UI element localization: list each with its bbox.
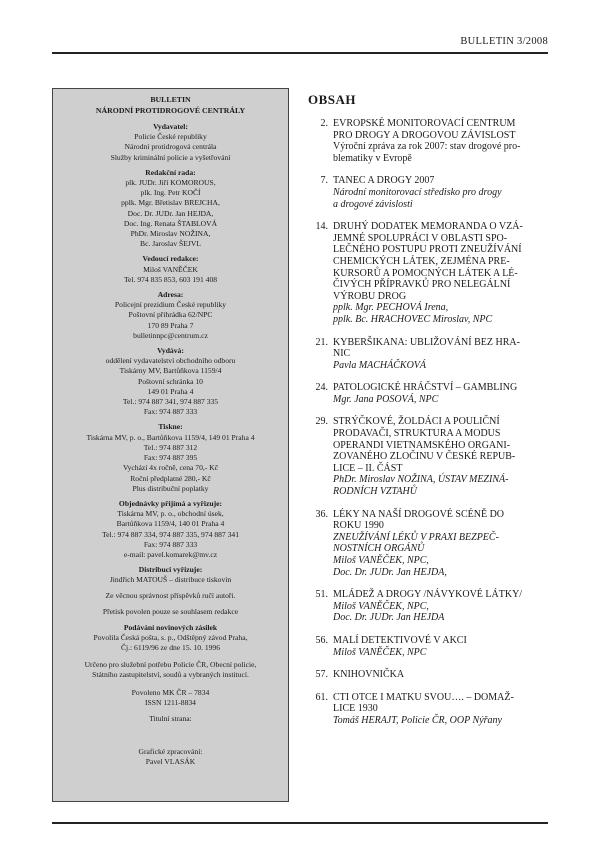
- toc-entry-body: [333, 669, 552, 681]
- toc-entry-author-line: NOSTNÍCH ORGÁNŮ: [333, 543, 425, 555]
- imprint-section-head: Vydavatel:: [153, 122, 188, 131]
- imprint-line: Národní protidrogová centrála: [124, 142, 217, 152]
- imprint-section: [53, 122, 288, 163]
- imprint-line: PhDr. Miroslav NOŽINA,: [130, 229, 211, 239]
- imprint-line: ISSN 1211-8834: [145, 698, 196, 708]
- toc-page-number: 21.: [315, 336, 328, 348]
- toc-entry-author-line: ZNEUŽÍVÁNÍ LÉKŮ V PRAXI BEZPEČ-: [333, 531, 499, 543]
- imprint-line: Fax: 974 887 333: [143, 407, 198, 417]
- imprint-line: Státního zastupitelství, soudů a vybraných institucí.: [92, 669, 249, 679]
- imprint-line: Policie České republiky: [134, 132, 207, 142]
- imprint-line: Poštovní přihrádka 62/NPC: [128, 310, 213, 320]
- imprint-line: oddělení vydavatelství obchodního odboru: [105, 356, 236, 366]
- toc-entry-title-line: MALÍ DETEKTIVOVÉ V AKCI: [333, 634, 467, 646]
- toc-entry-subtitle-line: blematiky v Evropě: [333, 152, 412, 164]
- toc-page-number: 36.: [315, 508, 328, 520]
- top-rule: [52, 52, 548, 54]
- imprint-title-line: NÁRODNÍ PROTIDROGOVÉ CENTRÁLY: [95, 105, 246, 115]
- toc-entry-body: [333, 635, 552, 658]
- toc-entry: [306, 382, 552, 405]
- toc-title: OBSAH: [308, 92, 357, 107]
- toc-entry-title-line: ROKU 1990: [333, 520, 384, 532]
- toc-entry: [306, 589, 552, 624]
- toc-entry-title-line: CTI OTCE I MATKU SVOU…. – DOMAŽ-: [333, 691, 514, 703]
- toc-entry-title-line: DRUHÝ DODATEK MEMORANDA O VZÁ-: [333, 221, 523, 233]
- imprint-title-line: BULLETIN: [150, 95, 191, 104]
- imprint-box: [52, 88, 289, 802]
- imprint-title: [53, 95, 288, 116]
- toc-entry-body: [333, 175, 552, 210]
- imprint-line: Pavel VLASÁK: [145, 756, 196, 766]
- imprint-cover: Titulní strana:: [149, 714, 192, 724]
- imprint-section-head: Vedoucí redakce:: [142, 254, 199, 264]
- imprint-line: e-mail: pavel.komarek@mv.cz: [123, 549, 218, 559]
- imprint-line: pplk. Mgr. Břetislav BREJCHA,: [121, 198, 220, 208]
- toc-entry-title-line: CHEMICKÝCH LÁTEK, ZEJMÉNA PRE-: [333, 255, 510, 267]
- toc-entry-author-line: Doc. Dr. JUDr. Jan HEJDA: [333, 612, 445, 624]
- toc-entry-body: [333, 337, 552, 372]
- toc-entry-title-line: TANEC A DROGY 2007: [333, 175, 435, 187]
- toc-entry-body: [333, 118, 552, 164]
- imprint-line: Určeno pro služební potřebu Policie ČR, Obecní policie,: [84, 659, 257, 669]
- imprint-section-head: Tiskne:: [158, 422, 183, 432]
- toc-entry-author-line: PhDr. Miroslav NOŽINA, ÚSTAV MEZINÁ-: [333, 474, 509, 486]
- toc-entry-subtitle-line: Výroční zpráva za rok 2007: stav drogové pro-: [333, 141, 521, 153]
- toc-entry: [306, 118, 552, 164]
- imprint-section-head: Vydává:: [157, 346, 184, 356]
- imprint-mail-head: Podávání novinových zásilek: [123, 622, 218, 632]
- toc-entry-title-line: PRODAVAČI, STRUKTURA A MODUS: [333, 428, 501, 440]
- imprint-line: Fax: 974 887 395: [143, 453, 198, 463]
- imprint-line: Tiskárna MV, p. o., Bartůňkova 1159/4, 149 01 Praha 4: [86, 432, 255, 442]
- toc-entry-title-line: LÉKY NA NAŠÍ DROGOVÉ SCÉNĚ DO: [333, 508, 505, 520]
- toc-entry-author-line: Miloš VANĚČEK, NPC,: [333, 600, 429, 612]
- toc-page-number: 24.: [315, 382, 328, 394]
- toc-entry-author-line: pplk. Bc. HRACHOVEC Miroslav, NPC: [333, 313, 493, 325]
- toc-entry: [306, 635, 552, 658]
- imprint-line: Tel. 974 835 853, 603 191 408: [123, 274, 218, 284]
- imprint-line: 170 89 Praha 7: [147, 320, 194, 330]
- imprint-section: [53, 346, 288, 417]
- imprint-section: [53, 254, 288, 285]
- imprint-line: Bartůňkova 1159/4, 140 01 Praha 4: [116, 519, 225, 529]
- imprint-line: Grafické zpracování:: [138, 746, 203, 756]
- imprint-line: Jindřich MATOUŠ – distribuce tiskovin: [109, 575, 232, 585]
- toc-entry-title-line: MLÁDEŽ A DROGY /NÁVYKOVÉ LÁTKY/: [333, 589, 523, 601]
- bottom-rule: [52, 822, 548, 824]
- toc-entry-body: [333, 221, 552, 325]
- toc-entry: [306, 221, 552, 325]
- toc-entry-author-line: Tomáš HERAJT, Policie ČR, OOP Nýřany: [333, 714, 502, 726]
- imprint-line: Plus distribuční poplatky: [132, 483, 209, 493]
- imprint-line: Vychází 4x ročně, cena 70,- Kč: [122, 463, 219, 473]
- header-label: BULLETIN 3/2008: [460, 36, 548, 47]
- imprint-note: Ze věcnou správnost příspěvků ručí autoři.: [105, 590, 236, 600]
- toc-entry-title-line: LICE 1930: [333, 703, 378, 715]
- toc-entry-title-line: EVROPSKÉ MONITOROVACÍ CENTRUM: [333, 118, 516, 129]
- toc-entry-author-line: a drogové závislosti: [333, 198, 413, 210]
- toc-entry-title-line: ZOVANÉHO ZLOČINU V ČESKÉ REPUB-: [333, 451, 516, 463]
- imprint-purpose: [53, 660, 288, 680]
- imprint-section: [53, 499, 288, 560]
- toc-entry-body: [333, 509, 552, 579]
- imprint-line: Doc. Dr. JUDr. Jan HEJDA,: [127, 208, 214, 218]
- toc-entry-title-line: KNIHOVNIČKA: [333, 669, 405, 681]
- imprint-line: Fax: 974 887 333: [143, 539, 198, 549]
- toc-entry-author-line: Mgr. Jana POSOVÁ, NPC: [333, 393, 439, 405]
- toc-entry-author-line: Miloš VANĚČEK, NPC,: [333, 555, 429, 566]
- toc-entry: [306, 337, 552, 372]
- toc-entry-author-line: Miloš VANĚČEK, NPC: [333, 646, 427, 658]
- imprint-section-head: Distribuci vyřizuje:: [138, 565, 203, 575]
- imprint-line: Tiskárny MV, Bartůňkova 1159/4: [119, 366, 222, 376]
- toc-entry-body: [333, 589, 552, 624]
- toc-entry-title-line: STRÝČKOVÉ, ŽOLDÁCI A POULIČNÍ: [333, 416, 500, 428]
- imprint-section-head: Objednávky přijímá a vyřizuje:: [118, 498, 223, 508]
- toc-entry-body: [333, 382, 552, 405]
- imprint-line: Tiskárna MV, p. o., obchodní úsek,: [117, 509, 224, 519]
- imprint-mail: [53, 623, 288, 654]
- imprint-section-head: Redakční rada:: [145, 167, 196, 177]
- imprint-line: Služby kriminální policie a vyšetřování: [110, 152, 231, 162]
- toc-entry-title-line: ČIVÝCH PŘÍPRAVKŮ PRO NELEGÁLNÍ: [333, 279, 511, 291]
- toc-entry-author-line: pplk. Mgr. PECHOVÁ Irena,: [333, 302, 449, 314]
- imprint-line: Povoleno MK ČR – 7834: [131, 687, 210, 697]
- toc-entry-title-line: LEČNÉHO POSTUPU PROTI ZNEUŽÍVÁNÍ: [333, 244, 522, 256]
- toc-entry: [306, 669, 552, 681]
- imprint-line: plk. JUDr. Jiří KOMOROUS,: [125, 178, 216, 188]
- toc-entry-title-line: PATOLOGICKÉ HRÁČSTVÍ – GAMBLING: [333, 382, 518, 394]
- toc-page-number: 61.: [315, 691, 328, 703]
- toc-entry-body: [333, 416, 552, 497]
- imprint-section: [53, 422, 288, 493]
- imprint-note: Přetisk povolen pouze se souhlasem redakce: [102, 606, 239, 616]
- imprint-line: Poštovní schránka 10: [138, 376, 203, 386]
- toc-page-number: 2.: [320, 118, 328, 129]
- toc-entry-author-line: Národní monitorovací středisko pro drogy: [333, 186, 502, 198]
- imprint-line: Doc. Ing. Renata ŠTABLOVÁ: [123, 218, 218, 228]
- toc-entry: [306, 692, 552, 727]
- toc-page-number: 57.: [315, 669, 328, 681]
- toc-entry-title-line: NIC: [333, 348, 351, 360]
- imprint-section: [53, 290, 288, 341]
- toc-page-number: 56.: [315, 634, 328, 646]
- imprint-line: Policejní prezidium České republiky: [114, 300, 227, 310]
- toc-entry-author-line: Doc. Dr. JUDr. Jan HEJDA,: [333, 566, 447, 578]
- toc-entry-title-line: JEMNÉ SPOLUPRÁCI V OBLASTI SPO-: [333, 232, 508, 244]
- imprint-line: Tel.: 974 887 312: [143, 442, 198, 452]
- imprint-line: Tel.: 974 887 334, 974 887 335, 974 887 341: [102, 529, 239, 539]
- toc-entry-title-line: KYBERŠIKANA: UBLIŽOVÁNÍ BEZ HRA-: [333, 336, 520, 348]
- imprint-line: Povolila Česká pošta, s. p., Odštěpný závod Praha,: [93, 633, 248, 643]
- imprint-line: plk. Ing. Petr KOČÍ: [140, 188, 201, 198]
- imprint-line: Miloš VANĚČEK: [143, 264, 198, 274]
- toc-page-number: 29.: [315, 416, 328, 428]
- imprint-line: Čj.: 6119/96 ze dne 15. 10. 1996: [120, 643, 221, 653]
- toc-entry-body: [333, 692, 552, 727]
- toc-entry: [306, 509, 552, 579]
- toc-entry-author-line: Pavla MACHÁČKOVÁ: [333, 359, 427, 371]
- imprint-line: Bc. Jaroslav ŠEJVL: [140, 239, 201, 249]
- imprint-registration: [53, 688, 288, 708]
- toc-entry-title-line: KURSORŮ A POMOCNÝCH LÁTEK A LÉ-: [333, 267, 518, 279]
- imprint-line: 149 01 Praha 4: [147, 386, 194, 396]
- toc-entry-title-line: VÝROBU DROG: [333, 290, 407, 302]
- toc-entry-title-line: OPERANDI VIETNAMSKÉHO ORGANI-: [333, 439, 511, 451]
- imprint-line: Tel.: 974 887 341, 974 887 335: [122, 397, 219, 407]
- toc-page-number: 7.: [320, 175, 328, 187]
- toc-entry: [306, 175, 552, 210]
- imprint-section: [53, 168, 288, 250]
- toc-entry-author-line: RODNÍCH VZTAHŮ: [333, 486, 417, 498]
- imprint-section-head: Adresa:: [157, 290, 184, 300]
- imprint-section: [53, 565, 288, 585]
- imprint-line: Roční předplatné 280,- Kč: [130, 473, 211, 483]
- toc-page-number: 14.: [315, 221, 328, 233]
- imprint-graphics: [53, 747, 288, 767]
- toc-entry-title-line: LICE – II. ČÁST: [333, 462, 403, 474]
- imprint-line: bulletinnpc@centrum.cz: [133, 330, 208, 340]
- toc-entry: [306, 416, 552, 497]
- table-of-contents: [306, 118, 552, 738]
- toc-entry-title-line: PRO DROGY A DROGOVOU ZÁVISLOST: [333, 129, 516, 141]
- toc-page-number: 51.: [315, 589, 328, 601]
